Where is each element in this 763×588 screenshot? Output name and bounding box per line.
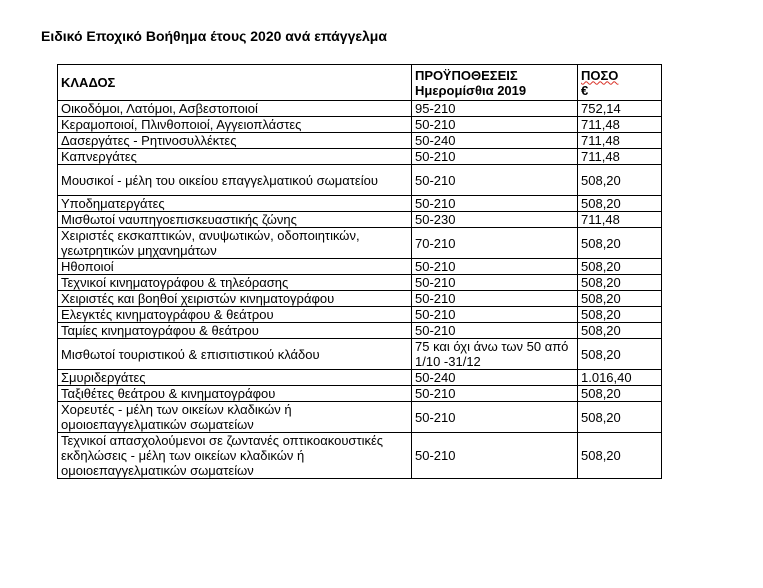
amount-cell: 711,48 bbox=[578, 117, 662, 133]
sector-cell: Υποδηματεργάτες bbox=[58, 196, 412, 212]
conditions-cell: 50-240 bbox=[412, 370, 578, 386]
table-row bbox=[58, 117, 662, 133]
amount-cell: 508,20 bbox=[578, 291, 662, 307]
amount-cell: 508,20 bbox=[578, 433, 662, 479]
sector-cell: Καπνεργάτες bbox=[58, 149, 412, 165]
table-row bbox=[58, 275, 662, 291]
table-row bbox=[58, 386, 662, 402]
amount-cell: 711,48 bbox=[578, 149, 662, 165]
header-amount-label: ΠΟΣΟ bbox=[581, 67, 619, 83]
conditions-cell: 50-210 bbox=[412, 259, 578, 275]
sector-cell: Δασεργάτες - Ρητινοσυλλέκτες bbox=[58, 133, 412, 149]
sector-cell: Ηθοποιοί bbox=[58, 259, 412, 275]
amount-cell: 508,20 bbox=[578, 165, 662, 196]
table-row bbox=[58, 149, 662, 165]
conditions-cell: 50-210 bbox=[412, 386, 578, 402]
amount-cell: 508,20 bbox=[578, 228, 662, 259]
sector-cell: Ελεγκτές κινηματογράφου & θεάτρου bbox=[58, 307, 412, 323]
table-row bbox=[58, 339, 662, 370]
amount-cell: 508,20 bbox=[578, 259, 662, 275]
sector-cell: Κεραμοποιοί, Πλινθοποιοί, Αγγειοπλάστες bbox=[58, 117, 412, 133]
table-row bbox=[58, 101, 662, 117]
conditions-cell: 95-210 bbox=[412, 101, 578, 117]
table-row bbox=[58, 433, 662, 479]
amount-cell: 508,20 bbox=[578, 275, 662, 291]
sector-cell: Μουσικοί - μέλη του οικείου επαγγελματικού σωματείου bbox=[58, 165, 412, 196]
conditions-cell: 50-240 bbox=[412, 133, 578, 149]
conditions-cell: 50-210 bbox=[412, 275, 578, 291]
sector-cell: Μισθωτοί τουριστικού & επισιτιστικού κλάδου bbox=[58, 339, 412, 370]
table-row bbox=[58, 370, 662, 386]
sector-cell: Μισθωτοί ναυπηγοεπισκευαστικής ζώνης bbox=[58, 212, 412, 228]
conditions-cell: 50-210 bbox=[412, 196, 578, 212]
conditions-cell: 75 και όχι άνω των 50 από 1/10 -31/12 bbox=[412, 339, 578, 370]
seasonal-benefit-table bbox=[57, 64, 662, 479]
table-row bbox=[58, 133, 662, 149]
conditions-cell: 50-210 bbox=[412, 165, 578, 196]
sector-cell: Ταμίες κινηματογράφου & θεάτρου bbox=[58, 323, 412, 339]
header-conditions-label: ΠΡΟΫΠΟΘΕΣΕΙΣ bbox=[415, 67, 518, 83]
amount-cell: 508,20 bbox=[578, 339, 662, 370]
table-row bbox=[58, 402, 662, 433]
amount-cell: 508,20 bbox=[578, 402, 662, 433]
table-row bbox=[58, 212, 662, 228]
amount-cell: 508,20 bbox=[578, 386, 662, 402]
amount-cell: 1.016,40 bbox=[578, 370, 662, 386]
amount-cell: 711,48 bbox=[578, 212, 662, 228]
header-conditions-sublabel: Ημερομίσθια 2019 bbox=[415, 82, 527, 98]
sector-cell: Χειριστές εκσκαπτικών, ανυψωτικών, οδοποιητικών, γεωτρητικών μηχανημάτων bbox=[58, 228, 412, 259]
conditions-cell: 50-210 bbox=[412, 307, 578, 323]
sector-cell: Τεχνικοί κινηματογράφου & τηλεόρασης bbox=[58, 275, 412, 291]
header-sector-label: ΚΛΑΔΟΣ bbox=[61, 75, 116, 90]
sector-cell: Τεχνικοί απασχολούμενοι σε ζωντανές οπτικοακουστικές εκδηλώσεις - μέλη των οικείων κλαδικών ή ομοιοεπαγγελματικών σωματείων bbox=[58, 433, 412, 479]
sector-cell: Χορευτές - μέλη των οικείων κλαδικών ή ομοιοεπαγγελματικών σωματείων bbox=[58, 402, 412, 433]
conditions-cell: 50-230 bbox=[412, 212, 578, 228]
conditions-cell: 50-210 bbox=[412, 291, 578, 307]
amount-cell: 711,48 bbox=[578, 133, 662, 149]
conditions-cell: 50-210 bbox=[412, 433, 578, 479]
conditions-cell: 50-210 bbox=[412, 149, 578, 165]
table-row bbox=[58, 228, 662, 259]
amount-cell: 752,14 bbox=[578, 101, 662, 117]
table-row bbox=[58, 307, 662, 323]
table-row bbox=[58, 291, 662, 307]
table-header-row bbox=[58, 65, 662, 101]
sector-cell: Σμυριδεργάτες bbox=[58, 370, 412, 386]
amount-cell: 508,20 bbox=[578, 323, 662, 339]
conditions-cell: 70-210 bbox=[412, 228, 578, 259]
document-title: Ειδικό Εποχικό Βοήθημα έτους 2020 ανά επάγγελμα bbox=[41, 28, 387, 44]
conditions-cell: 50-210 bbox=[412, 117, 578, 133]
sector-cell: Χειριστές και βοηθοί χειριστών κινηματογράφου bbox=[58, 291, 412, 307]
conditions-cell: 50-210 bbox=[412, 402, 578, 433]
table-row bbox=[58, 323, 662, 339]
amount-cell: 508,20 bbox=[578, 196, 662, 212]
table-row bbox=[58, 165, 662, 196]
header-conditions bbox=[412, 65, 578, 101]
header-amount bbox=[578, 65, 662, 101]
conditions-cell: 50-210 bbox=[412, 323, 578, 339]
sector-cell: Ταξιθέτες θεάτρου & κινηματογράφου bbox=[58, 386, 412, 402]
header-sector bbox=[58, 65, 412, 101]
sector-cell: Οικοδόμοι, Λατόμοι, Ασβεστοποιοί bbox=[58, 101, 412, 117]
table-row bbox=[58, 196, 662, 212]
table-row bbox=[58, 259, 662, 275]
header-amount-currency: € bbox=[581, 82, 589, 98]
amount-cell: 508,20 bbox=[578, 307, 662, 323]
